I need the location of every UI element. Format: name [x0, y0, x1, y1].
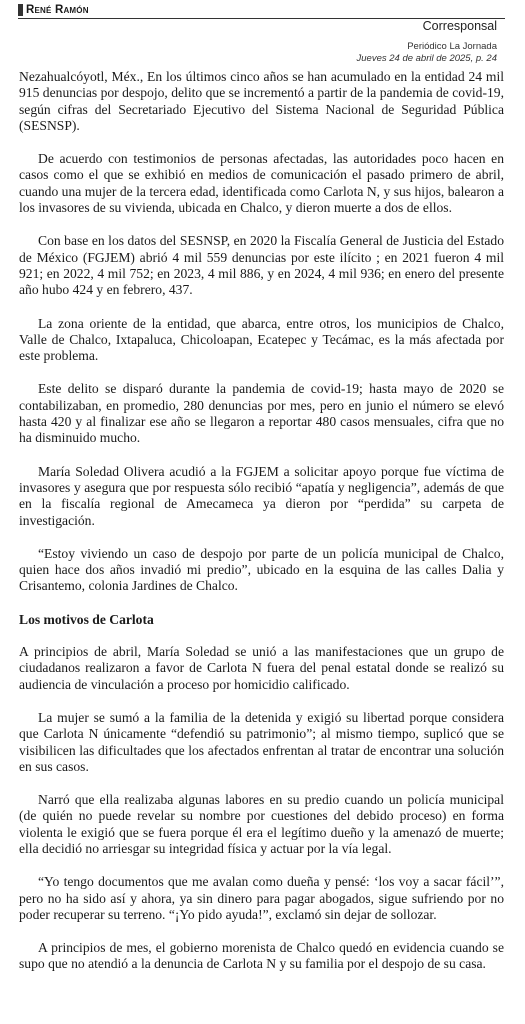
article-paragraph: La zona oriente de la entidad, que abarca, entre otros, los municipios de Chalco, Valle de Chalco, Ixtapaluca, Chicoloapan, Ecatepec y Tecámac, es la más afectada por este problema. [19, 315, 504, 364]
article-paragraph: Narró que ella realizaba algunas labores en su predio cuando un policía municipal (de quién no puede revelar su nombre por cuestiones del debido proceso) en forma violenta le exigió que se fuera porque él era el legítimo dueño y la amenazó de muerte; ella decidió no arriesgar su integridad física y actuar por la vía legal. [19, 792, 504, 856]
article-paragraph: A principios de abril, María Soledad se unió a las manifestaciones que un grupo de ciudadanos realizaron a favor de Carlota N fuera del penal estatal donde se realizó su audiencia de vinculación a proceso por homicidio calificado. [19, 644, 504, 692]
article-paragraph: “Estoy viviendo un caso de despojo por parte de un policía municipal de Chalco, quien hace dos años invadió mi predio”, ubicado en la esquina de las calles Dalia y Crisantemo, colonia Jardines de Chalco. [19, 545, 504, 594]
author-name: René Ramón [26, 4, 89, 16]
article-body [19, 69, 504, 990]
byline-rule [18, 4, 505, 19]
article-paragraph: Con base en los datos del SESNSP, en 2020 la Fiscalía General de Justicia del Estado de México (FGJEM) abrió 4 mil 559 denuncias por este ilícito ; en 2021 fueron 4 mil 921; en 2022, 4 mil 752; en 2023, 4 mil 886, y en 2024, 4 mil 936; en enero del presente año hubo 424 y en febrero, 437. [19, 233, 504, 298]
article-paragraph: “Yo tengo documentos que me avalan como dueña y pensé: ‘los voy a sacar fácil’”, pero no ha sido así y ahora, ya sin dinero para pagar abogados, sigue sufriendo por no poder recuperar su terreno. “¡Yo pido ayuda!”, exclamó sin dejar de sollozar. [19, 874, 504, 922]
article-paragraph: Este delito se disparó durante la pandemia de covid-19; hasta mayo de 2020 se contabilizaban, en promedio, 280 denuncias por mes, pero en junio el número se elevó hasta 420 y al finalizar ese año se llegaron a reportar 480 casos mensuales, cifra que no ha disminuido mucho. [19, 381, 504, 446]
article-paragraph: De acuerdo con testimonios de personas afectadas, las autoridades poco hacen en casos como el que se exhibió en medios de comunicación el pasado primero de abril, cuando una mujer de la tercera edad, identificada como Carlota N, y sus hijos, balearon a los invasores de su vivienda, ubicada en Chalco, y dieron muerte a dos de ellos. [19, 151, 504, 216]
byline-marker [18, 4, 23, 16]
publication-date: Jueves 24 de abril de 2025, p. 24 [356, 53, 497, 64]
author-byline [18, 4, 89, 16]
article-paragraph: La mujer se sumó a la familia de la detenida y exigió su libertad porque considera que Carlota N únicamente “defendió su patrimonio”; al mismo tiempo, suplicó que se visibilicen las dificultades que los afectados enfrentan al tratar de encontrar una solución en sus casos. [19, 709, 504, 774]
section-subheading: Los motivos de Carlota [19, 611, 154, 627]
article-paragraph: A principios de mes, el gobierno morenista de Chalco quedó en evidencia cuando se supo que no atendió a la denuncia de Carlota N y su familia por el despojo de su casa. [19, 940, 504, 972]
author-role: Corresponsal [422, 19, 497, 33]
article-paragraph: María Soledad Olivera acudió a la FGJEM a solicitar apoyo porque fue víctima de invasores y asegura que por respuesta sólo recibió “apatía y negligencia”, además de que en la fiscalía regional de Amecameca ya dieron por “perdida” su carpeta de investigación. [19, 463, 504, 528]
publication-source: Periódico La Jornada [407, 41, 497, 52]
article-paragraph: Nezahualcóyotl, Méx., En los últimos cinco años se han acumulado en la entidad 24 mil 915 denuncias por despojo, delito que se incrementó a partir de la pandemia de covid-19, según cifras del Secretariado Ejecutivo del Sistema Nacional de Seguridad Pública (SESNSP). [19, 69, 504, 133]
